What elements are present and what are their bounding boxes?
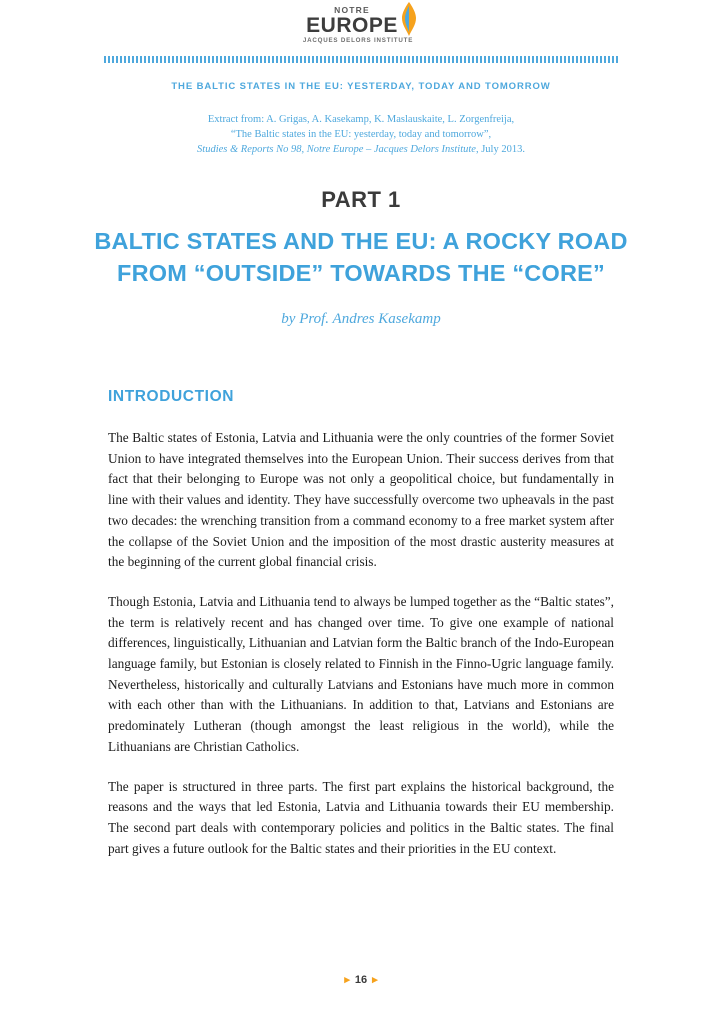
page-footer [0, 973, 722, 986]
extract-line-1: Extract from: A. Grigas, A. Kasekamp, K. Maslauskaite, L. Zorgenfreija, [207, 114, 515, 125]
extract-line-3-rest: , July 2013. [475, 144, 525, 155]
author-byline: by Prof. Andres Kasekamp [281, 311, 441, 327]
body-content [0, 388, 722, 859]
notre-europe-logo [286, 6, 436, 50]
logo-notre-text: NOTRE [334, 5, 370, 15]
logo-area [0, 0, 722, 50]
paragraph: Though Estonia, Latvia and Lithuania tend to always be lumped together as the “Baltic states”, the term is relatively recent and has changed over time. To give one example of national differences, linguistically, Lithuanian and Latvian form the Baltic branch of the Indo-European language family, but Estonian is closely related to Finnish in the Finno-Ugric language family. Nevertheless, historically and culturally Latvians and Estonians have much more in common with each other than with the Lithuanians. In addition to that, Latvians and Estonians are predominately Lutheran (though amongst the least religious in the world), while the Lithuanians are Christian Catholics. [108, 593, 614, 754]
logo-subtitle-text: JACQUES DELORS INSTITUTE [302, 37, 414, 44]
part-label: PART 1 [321, 187, 401, 212]
right-arrow-icon: ▸ [372, 974, 378, 986]
dotted-divider-line [104, 56, 618, 63]
page-number: 16 [354, 974, 368, 986]
page-title [0, 225, 722, 289]
extract-line-2: “The Baltic states in the EU: yesterday, today and tomorrow”, [230, 129, 492, 140]
page-title-line-2: FROM “OUTSIDE” TOWARDS THE “CORE” [117, 260, 605, 286]
extract-line-3-italic: Studies & Reports No 98, Notre Europe – Jacques Delors Institute [197, 144, 476, 155]
section-heading-introduction: INTRODUCTION [108, 388, 235, 405]
paragraph: The Baltic states of Estonia, Latvia and Lithuania were the only countries of the former Soviet Union to have integrated themselves into the European Union. Their success derives from that fact that their belonging to Europe was not only a geopolitical choice, but fundamentally in line with their values and identity. They have successfully overcome two upheavals in the past two decades: the wrenching transition from a command economy to a free market system after the collapse of the Soviet Union and the imposition of the most drastic austerity measures at the beginning of the current global financial crisis. [108, 430, 614, 570]
page-title-line-1: BALTIC STATES AND THE EU: A ROCKY ROAD [94, 228, 628, 254]
running-header: THE BALTIC STATES IN THE EU: YESTERDAY, TODAY AND TOMORROW [171, 81, 551, 92]
flame-icon [396, 2, 422, 36]
extract-line-3 [0, 142, 722, 157]
logo-europe-text: EUROPE [306, 14, 398, 37]
dotted-divider [0, 54, 722, 64]
paragraph: The paper is structured in three parts. The first part explains the historical background, the reasons and the ways that led Estonia, Latvia and Lithuania towards their EU membership. The second part deals with contemporary policies and politics in the Baltic states. The final part gives a future outlook for the Baltic states and their priorities in the EU context. [108, 778, 614, 856]
extract-credit [0, 112, 722, 157]
left-arrow-icon: ▸ [344, 974, 350, 986]
